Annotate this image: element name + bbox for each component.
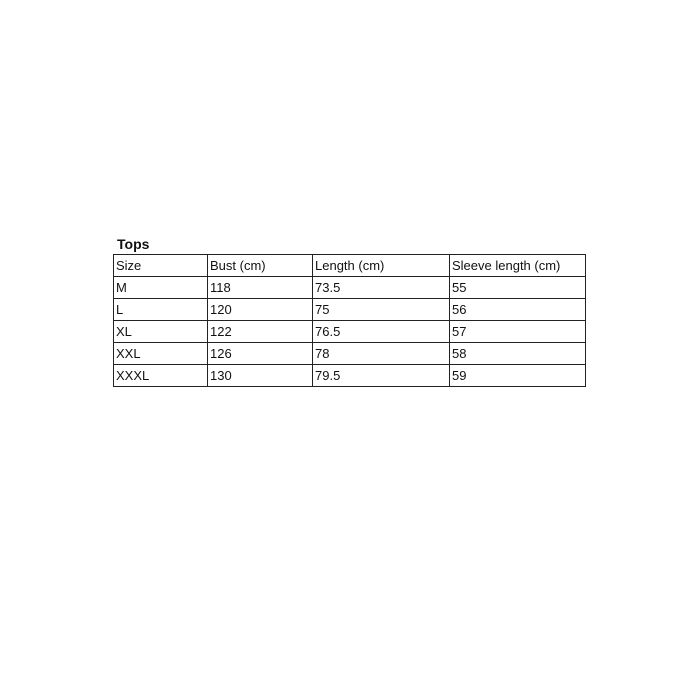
table-row <box>114 365 586 387</box>
header-size: Size <box>114 255 208 277</box>
header-row <box>114 255 586 277</box>
cell-size: XXXL <box>114 365 208 387</box>
table-row <box>114 343 586 365</box>
cell-size: XL <box>114 321 208 343</box>
cell-size: XXL <box>114 343 208 365</box>
header-sleeve-length: Sleeve length (cm) <box>450 255 586 277</box>
cell-size: M <box>114 277 208 299</box>
cell-length: 73.5 <box>313 277 450 299</box>
cell-length: 79.5 <box>313 365 450 387</box>
cell-bust: 126 <box>208 343 313 365</box>
cell-bust: 130 <box>208 365 313 387</box>
cell-bust: 118 <box>208 277 313 299</box>
table-row <box>114 321 586 343</box>
cell-sleeve-length: 59 <box>450 365 586 387</box>
cell-size: L <box>114 299 208 321</box>
header-bust: Bust (cm) <box>208 255 313 277</box>
cell-length: 78 <box>313 343 450 365</box>
size-chart-table <box>113 254 586 387</box>
cell-sleeve-length: 56 <box>450 299 586 321</box>
table-title: Tops <box>117 236 150 252</box>
header-length: Length (cm) <box>313 255 450 277</box>
cell-sleeve-length: 55 <box>450 277 586 299</box>
cell-bust: 120 <box>208 299 313 321</box>
cell-length: 75 <box>313 299 450 321</box>
cell-length: 76.5 <box>313 321 450 343</box>
cell-sleeve-length: 58 <box>450 343 586 365</box>
table-row <box>114 299 586 321</box>
table-row <box>114 277 586 299</box>
cell-bust: 122 <box>208 321 313 343</box>
cell-sleeve-length: 57 <box>450 321 586 343</box>
